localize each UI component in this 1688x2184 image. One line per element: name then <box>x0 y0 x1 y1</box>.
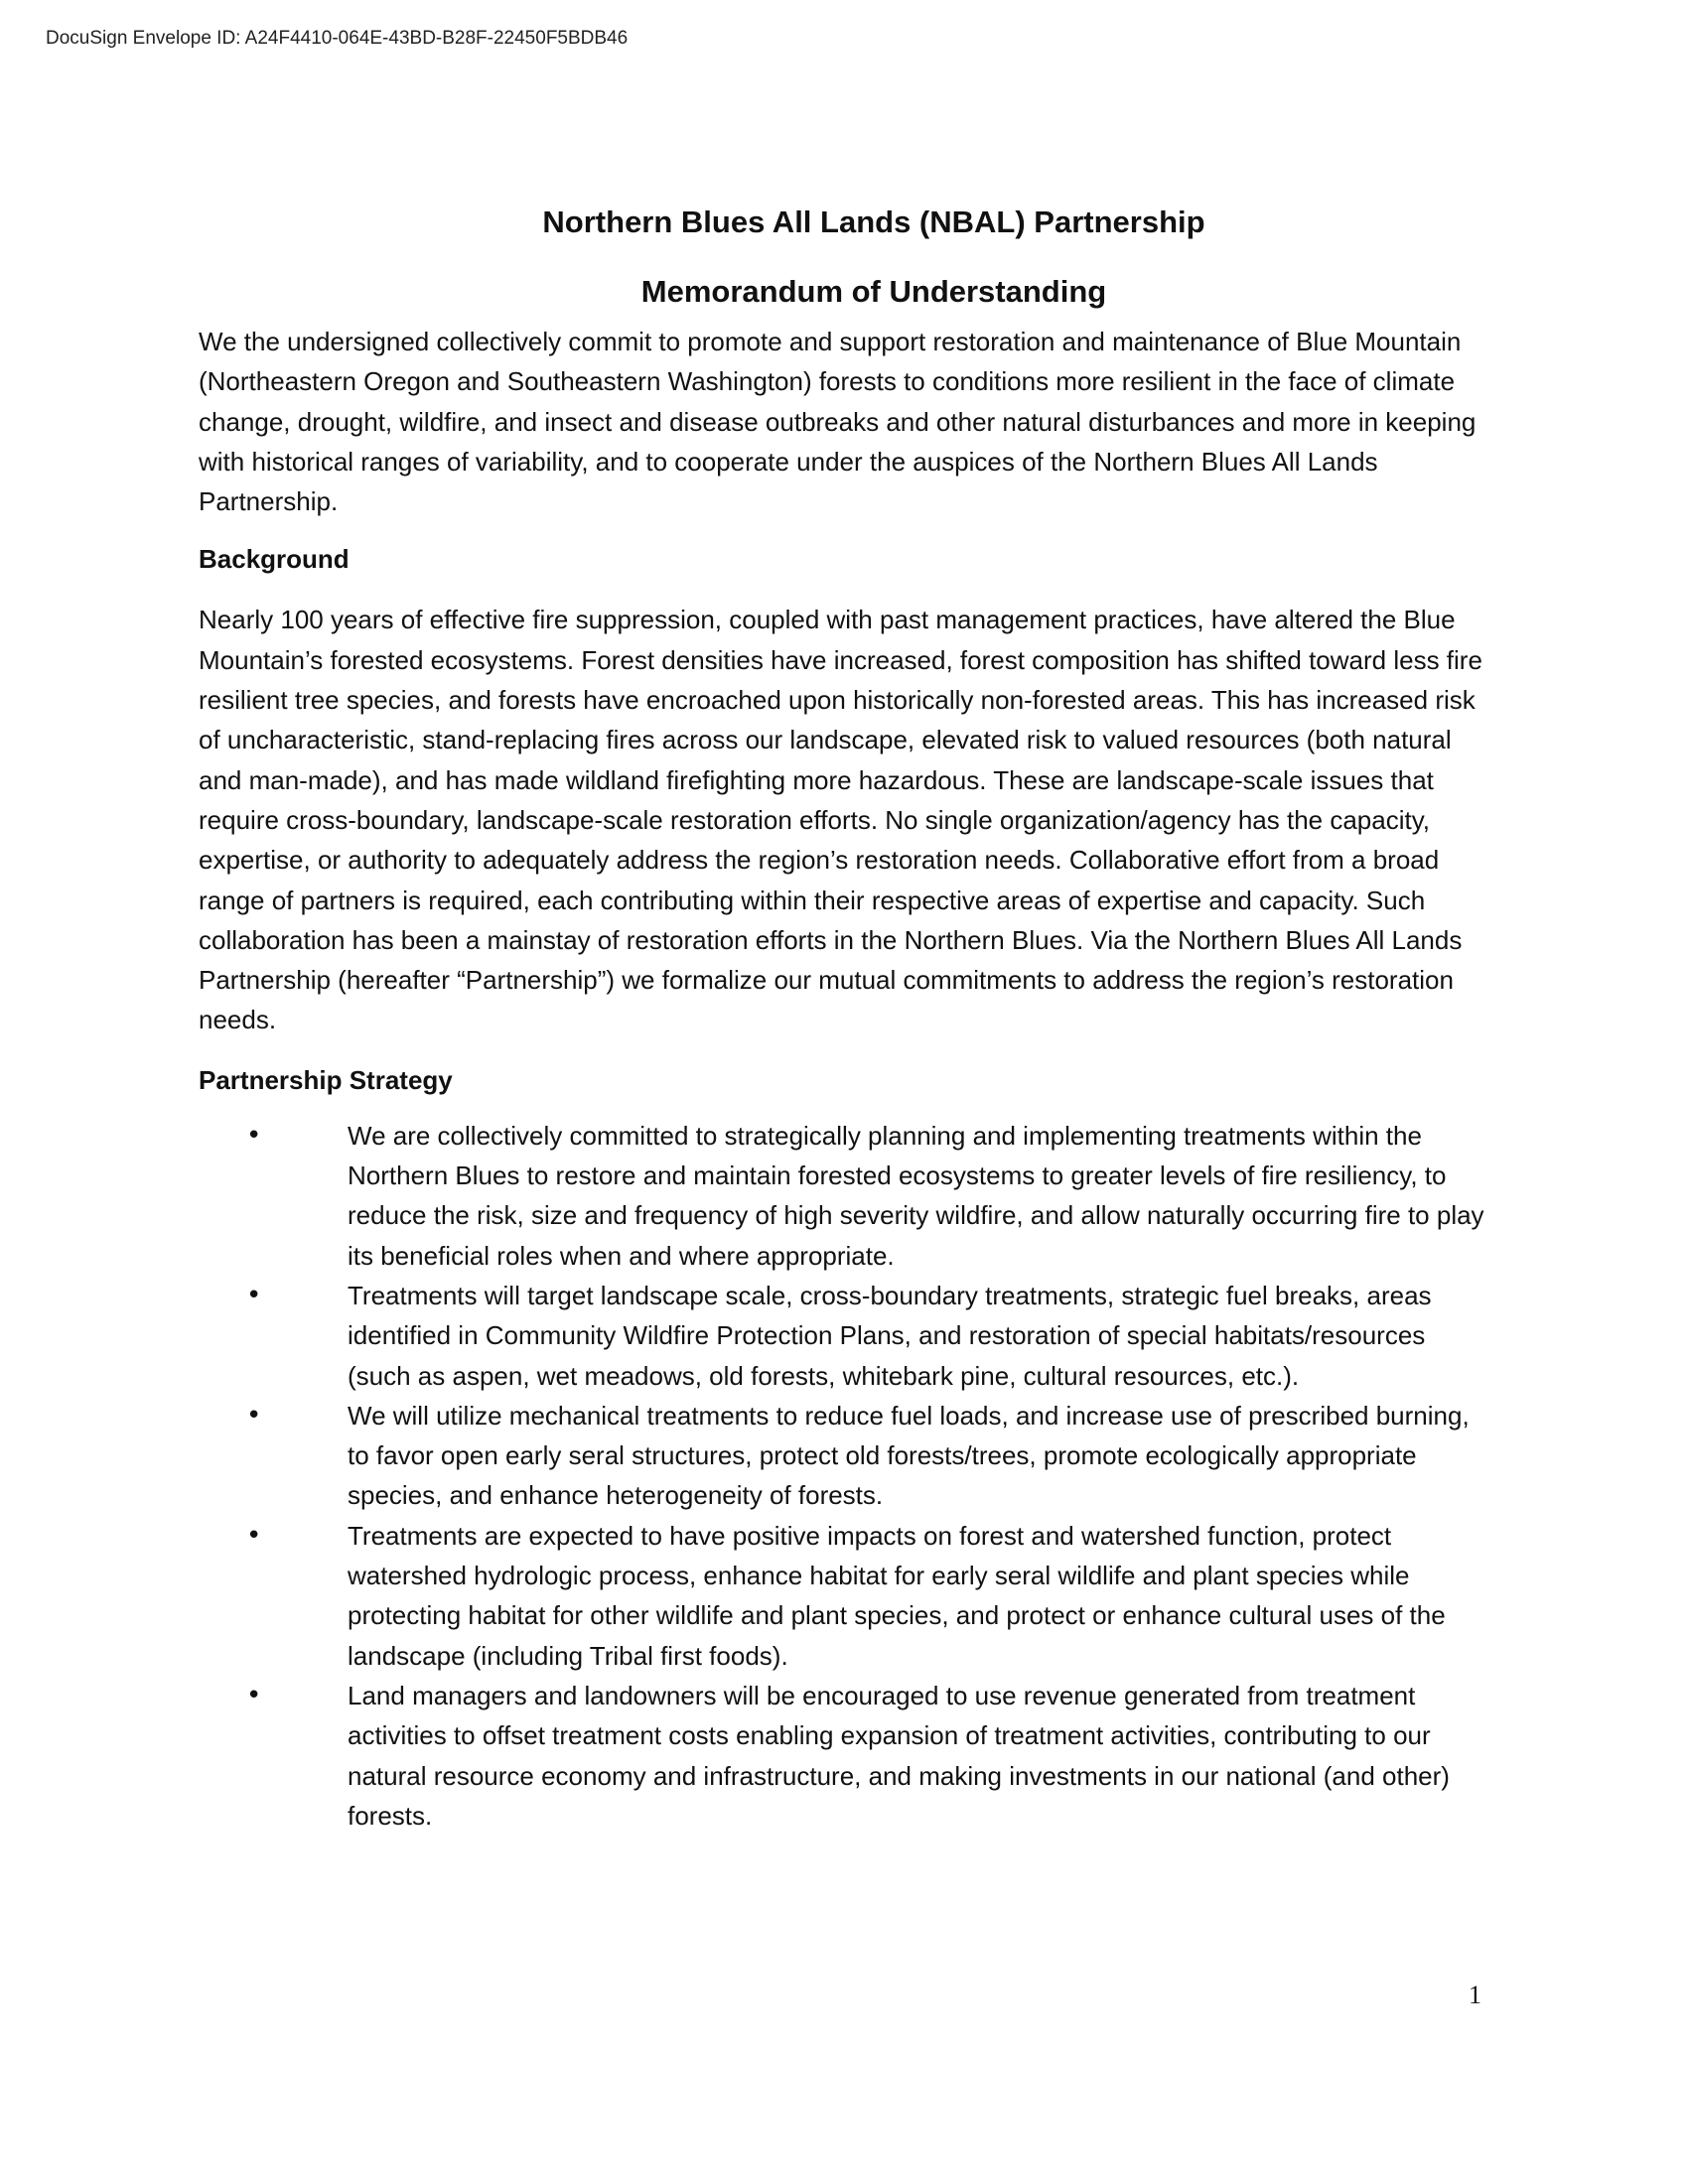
bullet-text: Treatments will target landscape scale, cross-boundary treatments, strategic fuel breaks, areas identified in Community Wildfire Protection Plans, and restoration of special habitats/resources (such as aspen, wet meadows, old forests, whitebark pine, cultural resources, etc.). <box>348 1280 1432 1391</box>
bullet-text: We are collectively committed to strategically planning and implementing treatments within the Northern Blues to restore and maintain forested ecosystems to greater levels of fire resiliency, to reduce the risk, size and frequency of high severity wildfire, and allow naturally occurring fire to play its beneficial roles when and where appropriate. <box>348 1120 1484 1271</box>
bullet-icon: • <box>246 1280 262 1310</box>
docusign-envelope-id: DocuSign Envelope ID: A24F4410-064E-43BD-B28F-22450F5BDB46 <box>46 28 629 49</box>
page-number: 1 <box>1469 1980 1481 2009</box>
bullet-text: Land managers and landowners will be encouraged to use revenue generated from treatment activities to offset treatment costs enabling expansion of treatment activities, contributing to our natural resource economy and infrastructure, and making investments in our national (and other) forests. <box>348 1680 1450 1831</box>
document-title: Northern Blues All Lands (NBAL) Partnership <box>542 205 1205 239</box>
document-page <box>199 199 1489 1836</box>
bullet-icon: • <box>246 1680 262 1710</box>
intro-paragraph: We the undersigned collectively commit to promote and support restoration and maintenance of Blue Mountain (Northeastern Oregon and Southeastern Washington) forests to conditions more resilient in the face of climate change, drought, wildfire, and insect and disease outbreaks and other natural disturbances and more in keeping with historical ranges of variability, and to cooperate under the auspices of the Northern Blues All Lands Partnership. <box>199 327 1477 517</box>
bullet-icon: • <box>246 1400 262 1431</box>
strategy-bullet-list <box>199 1116 1489 1836</box>
bullet-text: We will utilize mechanical treatments to reduce fuel loads, and increase use of prescribed burning, to favor open early seral structures, protect old forests/trees, promote ecologically appropriate species, and enhance heterogeneity of forests. <box>348 1400 1470 1511</box>
bullet-icon: • <box>246 1120 262 1151</box>
background-heading: Background <box>199 544 350 575</box>
strategy-bullet-item <box>199 1276 1489 1396</box>
strategy-bullet-item <box>199 1676 1489 1836</box>
document-subtitle: Memorandum of Understanding <box>640 274 1107 309</box>
background-paragraph: Nearly 100 years of effective fire suppression, coupled with past management practices, have altered the Blue Mountain’s forested ecosystems. Forest densities have increased, forest composition has shifted toward less fire resilient tree species, and forests have encroached upon historically non-forested areas. This has increased risk of uncharacteristic, stand-replacing fires across our landscape, elevated risk to valued resources (both natural and man-made), and has made wildland firefighting more hazardous. These are landscape-scale issues that require cross-boundary, landscape-scale restoration efforts. No single organization/agency has the capacity, expertise, or authority to adequately address the region’s restoration needs. Collaborative effort from a broad range of partners is required, each contributing within their respective areas of expertise and capacity. Such collaboration has been a mainstay of restoration efforts in the Northern Blues. Via the Northern Blues All Lands Partnership (hereafter “Partnership”) we formalize our mutual commitments to address the region’s restoration needs. <box>199 605 1482 1035</box>
strategy-heading: Partnership Strategy <box>199 1064 453 1095</box>
strategy-bullet-item <box>199 1116 1489 1276</box>
bullet-icon: • <box>246 1520 262 1551</box>
bullet-text: Treatments are expected to have positive impacts on forest and watershed function, protect watershed hydrologic process, enhance habitat for early seral wildlife and plant species while protecting habitat for other wildlife and plant species, and protect or enhance cultural uses of the landscape (including Tribal first foods). <box>348 1520 1446 1671</box>
strategy-bullet-item <box>199 1396 1489 1516</box>
strategy-bullet-item <box>199 1516 1489 1676</box>
